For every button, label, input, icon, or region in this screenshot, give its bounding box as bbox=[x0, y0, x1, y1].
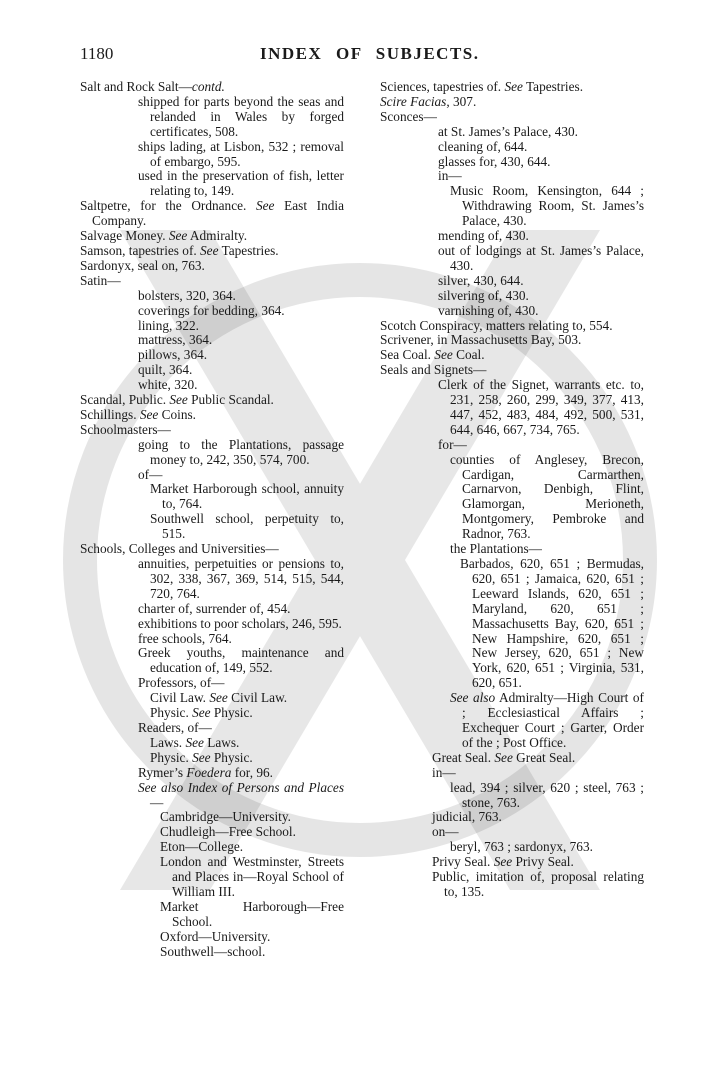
index-column-left bbox=[80, 80, 344, 959]
index-entry: lead, 394 ; silver, 620 ; steel, 763 ; stone, 763. bbox=[450, 779, 644, 810]
page-header bbox=[80, 44, 660, 68]
index-entry: varnishing of, 430. bbox=[438, 302, 539, 318]
index-entry: Readers, of— bbox=[138, 719, 212, 735]
index-entry: of— bbox=[138, 466, 163, 482]
index-entry: Market Harborough school, annuity to, 764. bbox=[150, 481, 344, 512]
index-entry: coverings for bedding, 364. bbox=[138, 302, 285, 318]
index-entry: Southwell school, perpetuity to, 515. bbox=[150, 511, 344, 542]
index-entry: Salt and Rock Salt—contd. bbox=[80, 79, 225, 94]
index-entry: white, 320. bbox=[138, 377, 198, 393]
index-entry: lining, 322. bbox=[138, 317, 199, 333]
index-entry: bolsters, 320, 364. bbox=[138, 287, 236, 303]
index-entry: Privy Seal. See Privy Seal. bbox=[432, 854, 574, 870]
index-entry: counties of Anglesey, Brecon, Cardigan, Carmarthen, Carnarvon, Denbigh, Flint, Glamorgan, Merioneth, Montgomery, Pembroke and Radnor, 763. bbox=[450, 451, 644, 542]
index-entry: annuities, perpetuities or pensions to, 302, 338, 367, 369, 514, 515, 544, 720, 764. bbox=[138, 556, 344, 601]
index-entry: Sconces— bbox=[380, 108, 437, 124]
index-entry: Oxford—University. bbox=[160, 928, 271, 944]
index-entry: mending of, 430. bbox=[438, 228, 529, 244]
index-entry: Cambridge—University. bbox=[160, 809, 291, 825]
index-entry: in— bbox=[432, 764, 456, 780]
index-entry: Rymer’s Foedera for, 96. bbox=[138, 764, 273, 780]
index-entry: Physic. See Physic. bbox=[150, 705, 253, 721]
index-entry: exhibitions to poor scholars, 246, 595. bbox=[138, 615, 342, 631]
index-entry: Chudleigh—Free School. bbox=[160, 824, 296, 840]
index-entry: Schoolmasters— bbox=[80, 421, 171, 437]
index-entry: Professors, of— bbox=[138, 675, 225, 691]
index-entry: Samson, tapestries of. See Tapestries. bbox=[80, 242, 279, 258]
index-entry: Music Room, Kensington, 644 ; Withdrawing Room, St. James’s Palace, 430. bbox=[450, 183, 644, 229]
index-entry: Southwell—school. bbox=[160, 943, 266, 959]
index-entry: See also Admiralty—High Court of ; Ecclesiastical Affairs ; Exchequer Court ; Garter, Order of the ; Post Office. bbox=[450, 690, 644, 750]
index-entry: Physic. See Physic. bbox=[150, 749, 253, 765]
index-entry: quilt, 364. bbox=[138, 362, 193, 378]
index-entry: pillows, 364. bbox=[138, 347, 208, 363]
index-entry: Sardonyx, seal on, 763. bbox=[80, 257, 205, 273]
index-entry: Barbados, 620, 651 ; Bermudas, 620, 651 ; Jamaica, 620, 651 ; Leeward Islands, 620, 651 ; Maryland, 620, 651 ; Massachusetts Bay, 620, 651 ; New Hampshire, 620, 651 ; New Jersey, 620, 651 ; New York, 620, 651 ; Virginia, 531, 620, 651. bbox=[460, 556, 644, 691]
index-entry: Civil Law. See Civil Law. bbox=[150, 690, 288, 706]
index-entry: Market Harborough—Free School. bbox=[160, 898, 344, 929]
index-entry: charter of, surrender of, 454. bbox=[138, 600, 291, 616]
index-entry: London and Westminster, Streets and Places in—Royal School of William III. bbox=[160, 854, 344, 899]
index-entry: Salvage Money. See Admiralty. bbox=[80, 228, 248, 244]
index-entry: for— bbox=[438, 436, 467, 452]
index-column-right bbox=[380, 80, 644, 900]
index-entry: See also Index of Persons and Places— bbox=[138, 779, 344, 810]
index-entry: free schools, 764. bbox=[138, 630, 232, 646]
index-entry: Clerk of the Signet, warrants etc. to, 231, 258, 260, 299, 349, 377, 413, 447, 452, 483, 484, 492, 500, 531, 644, 646, 667, 734, 765. bbox=[438, 377, 644, 437]
index-entry: Scandal, Public. See Public Scandal. bbox=[80, 392, 274, 408]
index-entry: in— bbox=[438, 168, 462, 184]
index-entry: Public, imitation of, proposal relating to, 135. bbox=[432, 869, 644, 899]
index-entry: Sciences, tapestries of. See Tapestries. bbox=[380, 79, 584, 94]
index-entry: Sea Coal. See Coal. bbox=[380, 347, 485, 363]
index-entry: Schillings. See Coins. bbox=[80, 406, 196, 422]
index-entry: silvering of, 430. bbox=[438, 287, 529, 303]
index-entry: out of lodgings at St. James’s Palace, 430. bbox=[438, 242, 644, 273]
index-entry: Scire Facias, 307. bbox=[380, 93, 477, 109]
index-entry: going to the Plantations, passage money to, 242, 350, 574, 700. bbox=[138, 436, 344, 467]
index-entry: ships lading, at Lisbon, 532 ; removal of embargo, 595. bbox=[138, 138, 344, 169]
index-entry: Eton—College. bbox=[160, 839, 244, 855]
index-entry: Scotch Conspiracy, matters relating to, 554. bbox=[380, 317, 613, 333]
index-entry: cleaning of, 644. bbox=[438, 138, 528, 154]
index-entry: judicial, 763. bbox=[432, 809, 502, 825]
index-entry: silver, 430, 644. bbox=[438, 272, 524, 288]
index-entry: Laws. See Laws. bbox=[150, 734, 240, 750]
index-entry: Saltpetre, for the Ordnance. See East India Company. bbox=[80, 198, 344, 229]
index-entry: Great Seal. See Great Seal. bbox=[432, 749, 576, 765]
index-entry: the Plantations— bbox=[450, 541, 542, 557]
index-entry: used in the preservation of fish, letter relating to, 149. bbox=[138, 168, 344, 199]
index-entry: beryl, 763 ; sardonyx, 763. bbox=[450, 839, 593, 855]
index-entry: mattress, 364. bbox=[138, 332, 213, 348]
page-number: 1180 bbox=[80, 44, 114, 63]
index-entry: Schools, Colleges and Universities— bbox=[80, 541, 279, 557]
index-entry: Greek youths, maintenance and education of, 149, 552. bbox=[138, 645, 344, 676]
index-entry: glasses for, 430, 644. bbox=[438, 153, 551, 169]
index-entry: at St. James’s Palace, 430. bbox=[438, 123, 578, 139]
index-entry: shipped for parts beyond the seas and relanded in Wales by forged certificates, 508. bbox=[138, 93, 344, 139]
index-entry: Scrivener, in Massachusetts Bay, 503. bbox=[380, 332, 582, 348]
index-entry: Satin— bbox=[80, 272, 121, 288]
index-entry: on— bbox=[432, 824, 459, 840]
index-entry: Seals and Signets— bbox=[380, 362, 487, 378]
page-title: INDEX OF SUBJECTS. bbox=[260, 44, 480, 63]
